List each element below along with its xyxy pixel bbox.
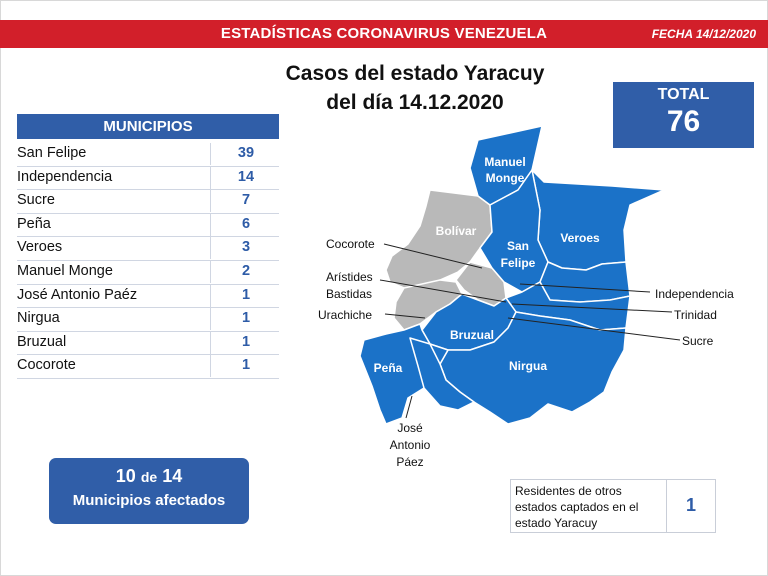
- municipio-name: San Felipe: [17, 145, 87, 161]
- map-label-trinidad: Trinidad: [674, 308, 717, 322]
- municipio-name: José Antonio Paéz: [17, 286, 138, 303]
- total-label: TOTAL: [657, 86, 710, 103]
- municipio-count: 1: [241, 286, 251, 303]
- page-title-line1: Casos del estado Yaracuy: [285, 62, 545, 85]
- map-label-pena: Peña: [373, 361, 403, 375]
- map-label-cocorote: Cocorote: [326, 237, 375, 251]
- municipio-count: 7: [241, 192, 251, 209]
- municipio-name: Veroes: [17, 239, 63, 256]
- header-date: FECHA 14/12/2020: [651, 27, 756, 41]
- map-label-urachiche: Urachiche: [318, 308, 373, 322]
- map-label-jose-3: Páez: [396, 455, 424, 469]
- page-title-line2: del día 14.12.2020: [326, 91, 504, 114]
- map-label-bruzual: Bruzual: [449, 328, 495, 342]
- municipio-count: 1: [241, 333, 251, 350]
- map-label-independencia: Independencia: [655, 287, 734, 301]
- municipio-count: 1: [241, 310, 251, 327]
- municipio-name: Bruzual: [17, 333, 67, 350]
- map-label-aristides-1: Arístides: [326, 270, 373, 284]
- municipio-name: Nirgua: [17, 310, 60, 327]
- municipio-count: 3: [241, 239, 251, 256]
- municipio-name: Cocorote: [17, 357, 76, 374]
- municipio-name: Peña: [17, 215, 51, 232]
- map-region-veroes: [532, 170, 664, 270]
- map-label-aristides-2: Bastidas: [326, 287, 373, 301]
- map-label-jose-1: José: [397, 421, 423, 435]
- total-value: 76: [666, 105, 701, 138]
- municipio-count: 39: [237, 145, 255, 161]
- map-label-sucre: Sucre: [682, 334, 714, 348]
- municipio-count: 14: [237, 168, 255, 185]
- residents-value: 1: [685, 495, 696, 515]
- map-label-san-felipe-1: San: [506, 239, 530, 253]
- map-label-manuel-monge-2: Monge: [485, 171, 525, 185]
- municipios-header: MUNICIPIOS: [17, 114, 279, 139]
- map-label-veroes: Veroes: [560, 231, 600, 245]
- affected-label: Municipios afectados: [72, 492, 226, 509]
- municipio-name: Independencia: [17, 168, 113, 185]
- municipio-count: 1: [241, 357, 251, 374]
- map-label-jose-2: Antonio: [389, 438, 431, 452]
- affected-total: 14: [162, 466, 183, 486]
- header-title: ESTADÍSTICAS CORONAVIRUS VENEZUELA: [220, 25, 548, 42]
- municipio-name: Manuel Monge: [17, 262, 113, 279]
- map-label-bolivar: Bolívar: [435, 224, 477, 238]
- municipio-name: Sucre: [17, 192, 55, 209]
- residents-text: Residentes de otros estados captados en el estado Yaracuy: [515, 484, 639, 530]
- map-label-manuel-monge-1: Manuel: [484, 155, 526, 169]
- map-label-san-felipe-2: Felipe: [500, 256, 536, 270]
- municipio-count: 6: [241, 215, 251, 232]
- affected-count: 10: [115, 466, 136, 486]
- map-label-nirgua: Nirgua: [508, 359, 548, 373]
- municipio-count: 2: [241, 262, 251, 279]
- affected-de: de: [140, 469, 158, 485]
